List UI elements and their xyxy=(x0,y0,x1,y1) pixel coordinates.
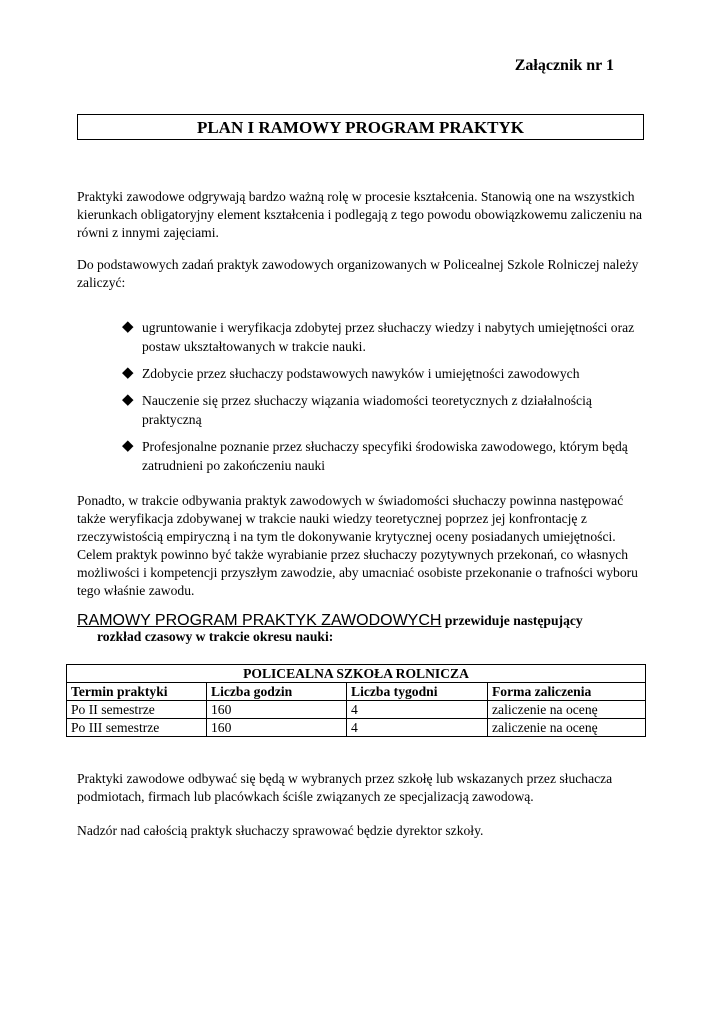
list-item-text: Nauczenie się przez słuchaczy wiązania wiadomości teoretycznych z działalnością praktyczną xyxy=(142,393,592,427)
table-caption: POLICEALNA SZKOŁA ROLNICZA xyxy=(67,665,646,683)
list-item xyxy=(120,364,650,383)
list-item xyxy=(120,318,650,356)
cell-term: Po III semestrze xyxy=(67,719,207,737)
column-header-assessment: Forma zaliczenia xyxy=(488,683,646,701)
schedule-table xyxy=(66,664,646,737)
column-header-hours: Liczba godzin xyxy=(207,683,347,701)
section-heading-line2: rozkład czasowy w trakcie okresu nauki: xyxy=(97,629,334,644)
tasks-intro-paragraph: Do podstawowych zadań praktyk zawodowych organizowanych w Policealnej Szkole Rolniczej należy zaliczyć: xyxy=(77,257,639,290)
section-heading-main: RAMOWY PROGRAM PRAKTYK ZAWODOWYCH xyxy=(77,612,442,629)
supervision-paragraph: Nadzór nad całością praktyk słuchaczy sprawować będzie dyrektor szkoły. xyxy=(77,823,484,838)
moreover-paragraph: Ponadto, w trakcie odbywania praktyk zawodowych w świadomości słuchaczy powinna następować także weryfikacja zdobywanej w trakcie nauki wiedzy teoretycznej poprzez jej konfrontację z rzeczywistością empiryczną i na tym tle dokonywanie krytycznej oceny posiadanych umiejętności. Celem praktyk powinno być także wyrabianie przez słuchaczy pozytywnych przekonań, co własnych możliwości i kompetencji przyszłym zawodzie, aby umacniać osobiste przekonanie o trafności wyboru tego właśnie zawodu. xyxy=(77,493,638,598)
list-item xyxy=(120,437,650,475)
section-heading-suffix: przewiduje następujący xyxy=(444,613,583,628)
diamond-bullet-icon: ◆ xyxy=(122,363,134,381)
diamond-bullet-icon: ◆ xyxy=(122,436,134,454)
section-heading xyxy=(77,612,677,646)
diamond-bullet-icon: ◆ xyxy=(122,317,134,335)
cell-weeks: 4 xyxy=(347,701,488,719)
diamond-bullet-icon: ◆ xyxy=(122,390,134,408)
column-header-weeks: Liczba tygodni xyxy=(347,683,488,701)
tasks-list xyxy=(120,318,650,483)
document-title: PLAN I RAMOWY PROGRAM PRAKTYK xyxy=(77,114,644,140)
table-row xyxy=(67,701,646,719)
annex-label: Załącznik nr 1 xyxy=(514,57,614,74)
location-paragraph: Praktyki zawodowe odbywać się będą w wybranych przez szkołę lub wskazanych przez słuchacza podmiotach, firmach lub placówkach ściśle związanych ze specjalizacją zawodową. xyxy=(77,771,613,804)
list-item-text: ugruntowanie i weryfikacja zdobytej przez słuchaczy wiedzy i nabytych umiejętności oraz postaw ukształtowanych w trakcie nauki. xyxy=(142,320,635,354)
cell-assessment: zaliczenie na ocenę xyxy=(488,701,646,719)
table-row xyxy=(67,719,646,737)
list-item-text: Zdobycie przez słuchaczy podstawowych nawyków i umiejętności zawodowych xyxy=(142,366,580,381)
list-item xyxy=(120,391,650,429)
cell-hours: 160 xyxy=(207,701,347,719)
cell-weeks: 4 xyxy=(347,719,488,737)
cell-term: Po II semestrze xyxy=(67,701,207,719)
column-header-term: Termin praktyki xyxy=(67,683,207,701)
list-item-text: Profesjonalne poznanie przez słuchaczy specyfiki środowiska zawodowego, którym będą zatrudnieni po zakończeniu nauki xyxy=(142,439,628,473)
intro-paragraph: Praktyki zawodowe odgrywają bardzo ważną rolę w procesie kształcenia. Stanowią one na wszystkich kierunkach obligatoryjny element kształcenia i podlegają z tego powodu obowiązkowemu zaliczeniu na równi z innymi zajęciami. xyxy=(77,189,643,240)
cell-hours: 160 xyxy=(207,719,347,737)
cell-assessment: zaliczenie na ocenę xyxy=(488,719,646,737)
